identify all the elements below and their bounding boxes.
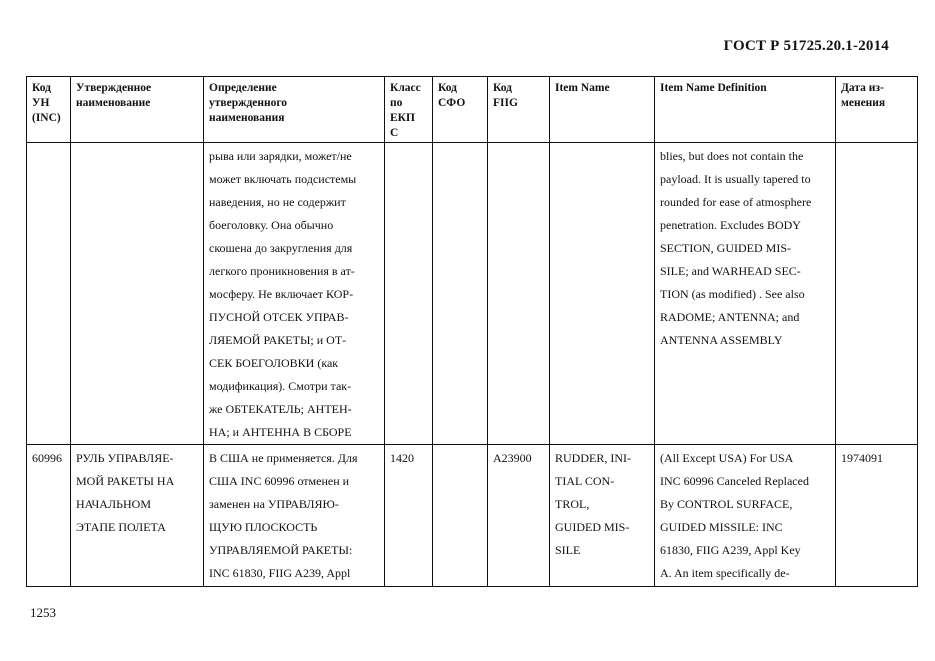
cell-text-line: наименования (209, 112, 285, 124)
cell-text-line: SECTION, GUIDED MIS- (660, 241, 791, 255)
cell-text-line: GUIDED MISSILE: INC (660, 520, 783, 534)
cell-text-line: TROL, (555, 497, 590, 511)
cell-text-line: СЕК БОЕГОЛОВКИ (как (209, 356, 339, 370)
cell-text-line: В США не применяется. Для (209, 451, 358, 465)
cell-text-line: по (390, 97, 403, 109)
header-inc (27, 77, 71, 143)
cell-item-name (550, 143, 655, 445)
header-fiig (488, 77, 550, 143)
cell-text-line: ANTENNA ASSEMBLY (660, 333, 783, 347)
cell-text-line: SILE (555, 543, 581, 557)
cell-text-line: Класс (390, 82, 421, 94)
cell-text-line: penetration. Excludes BODY (660, 218, 801, 232)
cell-text-line: TION (as modified) . See also (660, 287, 805, 301)
cell-text-line: RUDDER, INI- (555, 451, 631, 465)
cell-text-line: By CONTROL SURFACE, (660, 497, 793, 511)
table-row (27, 445, 918, 587)
cell-text-line: ЛЯЕМОЙ РАКЕТЫ; и ОТ- (209, 333, 347, 347)
cell-text-line: FIIG (493, 97, 518, 109)
cell-text-line: ЕКП (390, 112, 415, 124)
header-approved-name (71, 77, 204, 143)
cell-text-line: наименование (76, 97, 151, 109)
cell-text-line: (INC) (32, 112, 61, 124)
page-number: 1253 (30, 605, 56, 620)
table-row (27, 143, 918, 445)
cell-date (836, 445, 918, 587)
cell-fiig (488, 445, 550, 587)
header-date (836, 77, 918, 143)
header-item-name (550, 77, 655, 143)
cell-approved-name (71, 445, 204, 587)
cell-text-line: УПРАВЛЯЕМОЙ РАКЕТЫ: (209, 543, 353, 557)
cell-text-line: Определение (209, 82, 277, 94)
cell-text-line: GUIDED MIS- (555, 520, 630, 534)
cell-text-line: рыва или зарядки, может/не (209, 149, 352, 163)
cell-text-line: Код (32, 82, 52, 94)
cell-text-line: 1420 (390, 451, 414, 465)
table-header-row (27, 77, 918, 143)
cell-text-line: ЩУЮ ПЛОСКОСТЬ (209, 520, 318, 534)
cell-text-line: мосферу. Не включает КОР- (209, 287, 354, 301)
cell-text-line: (All Except USA) For USA (660, 451, 794, 465)
cell-fiig (488, 143, 550, 445)
cell-text-line: УН (32, 97, 50, 109)
cell-text-line: TIAL CON- (555, 474, 615, 488)
cell-text-line: наведения, но не содержит (209, 195, 346, 209)
cell-text-line: 1974091 (841, 451, 883, 465)
cell-inc (27, 445, 71, 587)
cell-item-name-definition (655, 143, 836, 445)
cell-text-line: легкого проникновения в ат- (209, 264, 355, 278)
cell-text-line: INC 60996 Canceled Replaced (660, 474, 809, 488)
header-class (385, 77, 433, 143)
cell-class (385, 143, 433, 445)
cell-text-line: НА; и АНТЕННА В СБОРЕ (209, 425, 352, 439)
cell-text-line: blies, but does not contain the (660, 149, 804, 163)
header-item-name-definition (655, 77, 836, 143)
cell-text-line: payload. It is usually tapered to (660, 172, 811, 186)
cell-text-line: МОЙ РАКЕТЫ НА (76, 474, 175, 488)
classification-table (26, 76, 918, 587)
cell-text-line: скошена до закругления для (209, 241, 353, 255)
cell-item-name-definition (655, 445, 836, 587)
cell-text-line: РУЛЬ УПРАВЛЯЕ- (76, 451, 174, 465)
cell-definition-ru (204, 445, 385, 587)
cell-definition-ru (204, 143, 385, 445)
cell-text-line: rounded for ease of atmosphere (660, 195, 812, 209)
cell-text-line: 60996 (32, 451, 62, 465)
cell-inc (27, 143, 71, 445)
cell-text-line: утвержденного (209, 97, 288, 109)
cell-text-line: может включать подсистемы (209, 172, 357, 186)
cell-sfo (433, 143, 488, 445)
cell-text-line: менения (841, 97, 886, 109)
cell-date (836, 143, 918, 445)
cell-text-line: SILE; and WARHEAD SEC- (660, 264, 801, 278)
cell-text-line: A. An item specifically de- (660, 566, 790, 580)
cell-text-line: Утвержденное (76, 82, 152, 94)
cell-text-line: Код (438, 82, 458, 94)
cell-sfo (433, 445, 488, 587)
cell-text-line: INC 61830, FIIG A239, Appl (209, 566, 351, 580)
cell-text-line: США INC 60996 отменен и (209, 474, 350, 488)
document-code: ГОСТ Р 51725.20.1-2014 (723, 38, 889, 54)
cell-text-line: A23900 (493, 451, 532, 465)
cell-text-line: заменен на УПРАВЛЯЮ- (209, 497, 339, 511)
cell-text-line: Item Name Definition (660, 82, 767, 94)
header-definition (204, 77, 385, 143)
cell-text-line: же ОБТЕКАТЕЛЬ; АНТЕН- (209, 402, 352, 416)
cell-text-line: НАЧАЛЬНОМ (76, 497, 152, 511)
cell-text-line: ЭТАПЕ ПОЛЕТА (76, 520, 166, 534)
cell-class (385, 445, 433, 587)
cell-text-line: 61830, FIIG A239, Appl Key (660, 543, 801, 557)
cell-text-line: Код (493, 82, 513, 94)
cell-text-line: СФО (438, 97, 466, 109)
cell-text-line: RADOME; ANTENNA; and (660, 310, 800, 324)
cell-text-line: модификация). Смотри так- (209, 379, 352, 393)
header-sfo (433, 77, 488, 143)
cell-approved-name (71, 143, 204, 445)
cell-text-line: Дата из- (841, 82, 884, 94)
cell-text-line: боеголовку. Она обычно (209, 218, 334, 232)
cell-text-line: С (390, 127, 399, 139)
cell-text-line: ПУСНОЙ ОТСЕК УПРАВ- (209, 310, 349, 324)
cell-item-name (550, 445, 655, 587)
cell-text-line: Item Name (555, 82, 610, 94)
